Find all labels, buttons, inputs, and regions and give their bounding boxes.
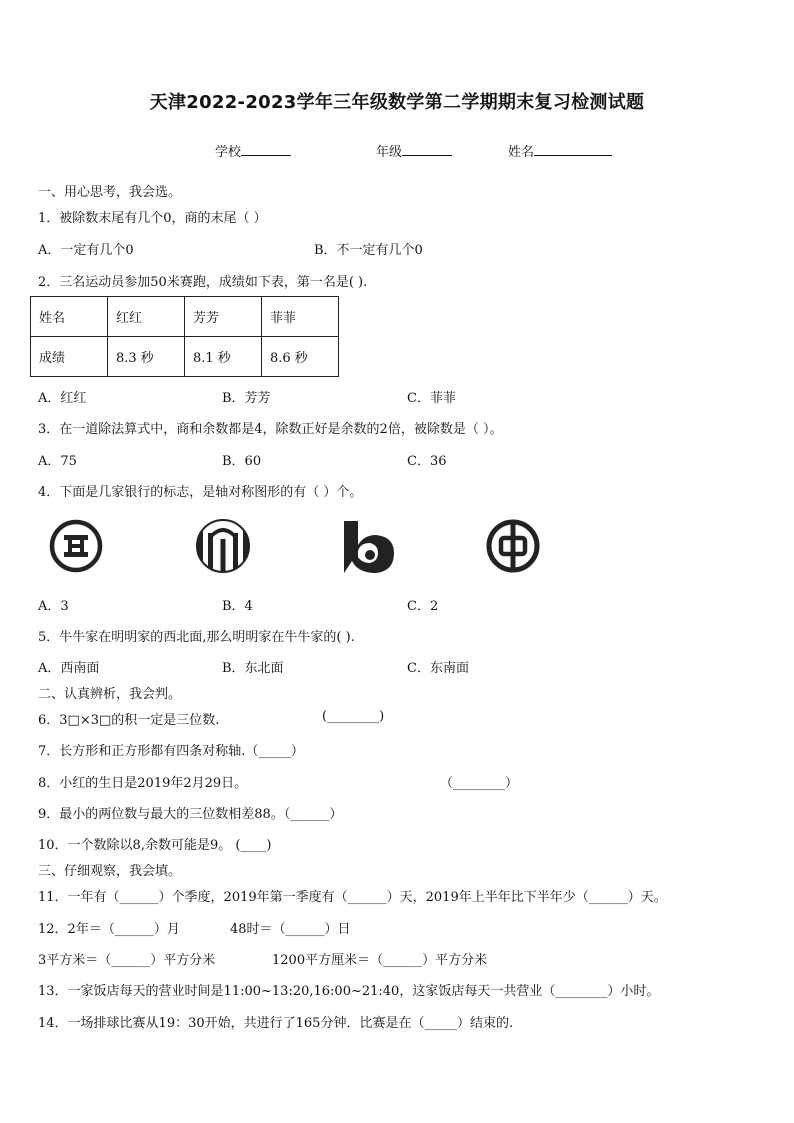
table-cell: 成绩 xyxy=(31,337,108,377)
icbc-logo-icon xyxy=(48,518,104,574)
question-stem: 1．被除数末尾有几个0，商的末尾（ ） xyxy=(38,211,267,226)
table-cell: 8.6 秒 xyxy=(262,337,339,377)
option-c: C．菲菲 xyxy=(407,391,456,406)
question-text: 13．一家饭店每天的营业时间是11:00~13:20,16:00~21:40，这家饭店每天一共营业（________）小时。 xyxy=(38,984,660,999)
question-text: 10．一个数除以8,余数可能是9。 (____) xyxy=(38,838,272,853)
table-cell: 菲菲 xyxy=(262,297,339,337)
grade-field xyxy=(376,141,452,160)
question-text: 1200平方厘米＝（______）平方分米 xyxy=(272,953,488,968)
option-b: B．东北面 xyxy=(222,661,284,676)
page-title: 天津2022-2023学年三年级数学第二学期期末复习检测试题 xyxy=(149,92,645,113)
question-text: 8．小红的生日是2019年2月29日。 xyxy=(38,776,248,791)
question-text: 14．一场排球比赛从19：30开始，共进行了165分钟．比赛是在（_____）结束的. xyxy=(38,1016,514,1031)
name-blank xyxy=(534,141,612,156)
grade-label: 年级 xyxy=(376,145,403,160)
question-stem: 4．下面是几家银行的标志，是轴对称图形的有（ ）个。 xyxy=(38,485,363,500)
option-c: C．东南面 xyxy=(407,661,469,676)
answer-blank: （________） xyxy=(440,776,519,791)
question-text: 48时＝（______）日 xyxy=(230,922,351,937)
section-heading: 三、仔细观察，我会填。 xyxy=(38,864,182,879)
question-text: 12．2年＝（______）月 xyxy=(38,922,180,937)
school-label: 学校 xyxy=(215,145,242,160)
question-stem: 3．在一道除法算式中，商和余数都是4，除数正好是余数的2倍，被除数是（ ）。 xyxy=(38,422,503,437)
name-field xyxy=(508,141,612,160)
question-stem: 5．牛牛家在明明家的西北面,那么明明家在牛牛家的( ). xyxy=(38,630,355,645)
option-c: C．36 xyxy=(407,454,447,469)
section-heading: 一、用心思考，我会选。 xyxy=(38,185,182,200)
option-b: B．60 xyxy=(222,454,262,469)
option-a: A．一定有几个0 xyxy=(38,243,134,258)
question-stem: 2．三名运动员参加50米赛跑，成绩如下表，第一名是( ). xyxy=(38,275,368,290)
table-cell: 8.1 秒 xyxy=(185,337,262,377)
option-a: A．3 xyxy=(38,599,69,614)
table-cell: 姓名 xyxy=(31,297,108,337)
question-text: 6．3□×3□的积一定是三位数. xyxy=(38,713,220,728)
table-cell: 8.3 秒 xyxy=(108,337,185,377)
school-blank xyxy=(241,141,291,156)
bank-of-china-logo-icon xyxy=(485,518,541,574)
question-text: 9．最小的两位数与最大的三位数相差88。（______） xyxy=(38,807,343,822)
table-row xyxy=(31,297,339,337)
section-heading: 二、认真辨析，我会判。 xyxy=(38,687,182,702)
bank-of-communications-logo-icon xyxy=(338,515,398,577)
results-table xyxy=(30,296,339,377)
name-label: 姓名 xyxy=(508,145,535,160)
table-row xyxy=(31,337,339,377)
answer-blank: (________) xyxy=(322,709,385,724)
option-c: C．2 xyxy=(407,599,439,614)
question-text: 7．长方形和正方形都有四条对称轴.（_____） xyxy=(38,744,304,759)
grade-blank xyxy=(402,141,452,156)
option-a: A．西南面 xyxy=(38,661,100,676)
option-a: A．红红 xyxy=(38,391,87,406)
table-cell: 芳芳 xyxy=(185,297,262,337)
option-b: B．不一定有几个0 xyxy=(314,243,423,258)
question-text: 3平方米＝（______）平方分米 xyxy=(38,953,216,968)
option-a: A．75 xyxy=(38,454,77,469)
option-b: B．4 xyxy=(222,599,253,614)
question-text: 11．一年有（______）个季度，2019年第一季度有（______）天，2019年上半年比下半年少（______）天。 xyxy=(38,890,667,905)
citic-logo-icon xyxy=(194,517,252,575)
school-field xyxy=(215,141,291,160)
table-cell: 红红 xyxy=(108,297,185,337)
option-b: B．芳芳 xyxy=(222,391,271,406)
